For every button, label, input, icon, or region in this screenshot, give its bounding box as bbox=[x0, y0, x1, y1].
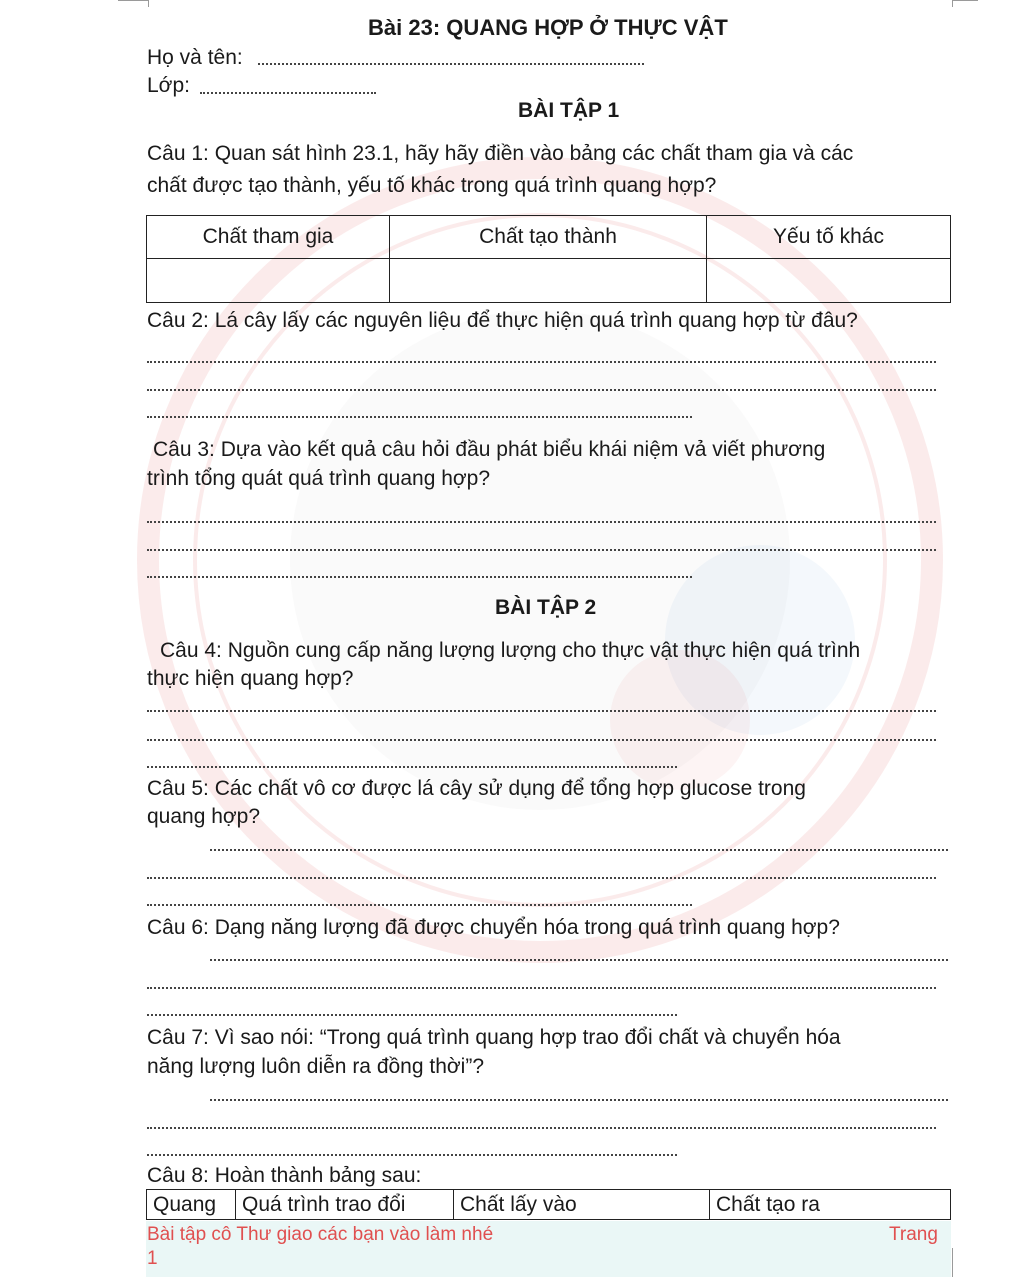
section-heading-1: BÀI TẬP 1 bbox=[518, 99, 620, 122]
answer-line[interactable] bbox=[147, 361, 936, 363]
question-1-line-2: chất được tạo thành, yếu tố khác trong quá trình quang hợp? bbox=[147, 174, 717, 197]
answer-line[interactable] bbox=[210, 1099, 948, 1101]
table-1-header-products: Chất tạo thành bbox=[390, 216, 707, 259]
corner-mark-top-left bbox=[118, 0, 149, 7]
question-2: Câu 2: Lá cây lấy các nguyên liệu để thực hiện quá trình quang hợp từ đâu? bbox=[147, 309, 858, 332]
class-field[interactable] bbox=[200, 92, 376, 94]
question-4-line-1: Câu 4: Nguồn cung cấp năng lượng lượng cho thực vật thực hiện quá trình bbox=[160, 639, 861, 662]
answer-line[interactable] bbox=[147, 416, 692, 418]
answer-line[interactable] bbox=[147, 521, 936, 523]
answer-line[interactable] bbox=[147, 549, 936, 551]
answer-line[interactable] bbox=[147, 766, 677, 768]
answer-table-1 bbox=[146, 215, 951, 303]
answer-line[interactable] bbox=[210, 959, 948, 961]
question-6: Câu 6: Dạng năng lượng đã được chuyển hóa trong quá trình quang hợp? bbox=[147, 916, 840, 939]
table-1-header-participants: Chất tham gia bbox=[147, 216, 390, 259]
answer-line[interactable] bbox=[147, 1154, 677, 1156]
answer-line[interactable] bbox=[147, 389, 936, 391]
answer-line[interactable] bbox=[147, 1127, 936, 1129]
table-2-header-inputs: Chất lấy vào bbox=[454, 1190, 710, 1220]
answer-line[interactable] bbox=[210, 849, 948, 851]
answer-line[interactable] bbox=[147, 1014, 677, 1016]
answer-line[interactable] bbox=[147, 576, 692, 578]
table-1-cell-participants[interactable] bbox=[147, 259, 390, 303]
question-1-line-1: Câu 1: Quan sát hình 23.1, hãy hãy điền vào bảng các chất tham gia và các bbox=[147, 142, 854, 165]
corner-mark-top-right bbox=[952, 0, 978, 7]
question-7-line-2: năng lượng luôn diễn ra đồng thời”? bbox=[147, 1055, 484, 1078]
question-5-line-2: quang hợp? bbox=[147, 805, 261, 828]
table-2-header-quang: Quang bbox=[147, 1190, 236, 1220]
table-2-header-exchange-process: Quá trình trao đổi bbox=[236, 1190, 454, 1220]
question-5-line-1: Câu 5: Các chất vô cơ được lá cây sử dụng để tổng hợp glucose trong bbox=[147, 777, 806, 800]
table-1-cell-other-factors[interactable] bbox=[707, 259, 951, 303]
question-7-line-1: Câu 7: Vì sao nói: “Trong quá trình quang hợp trao đổi chất và chuyển hóa bbox=[147, 1026, 841, 1049]
answer-line[interactable] bbox=[147, 710, 936, 712]
corner-mark-bottom-left bbox=[118, 1248, 149, 1277]
table-2-header-outputs: Chất tạo ra bbox=[710, 1190, 951, 1220]
table-1-cell-products[interactable] bbox=[390, 259, 707, 303]
question-3-line-2: trình tổng quát quá trình quang hợp? bbox=[147, 467, 491, 490]
question-8: Câu 8: Hoàn thành bảng sau: bbox=[147, 1164, 422, 1187]
footer-page-number: 1 bbox=[147, 1248, 158, 1269]
question-4-line-2: thực hiện quang hợp? bbox=[147, 667, 354, 690]
answer-table-2 bbox=[146, 1189, 951, 1220]
name-field[interactable] bbox=[258, 63, 644, 65]
answer-line[interactable] bbox=[147, 987, 936, 989]
section-heading-2: BÀI TẬP 2 bbox=[495, 596, 597, 619]
answer-line[interactable] bbox=[147, 877, 936, 879]
class-label: Lớp: bbox=[147, 74, 190, 97]
answer-line[interactable] bbox=[147, 904, 692, 906]
table-1-header-other-factors: Yếu tố khác bbox=[707, 216, 951, 259]
answer-line[interactable] bbox=[147, 739, 936, 741]
question-3-line-1: Câu 3: Dựa vào kết quả câu hỏi đầu phát biểu khái niệm vả viết phương bbox=[153, 438, 826, 461]
footer-page-label: Trang bbox=[889, 1224, 938, 1245]
name-label: Họ và tên: bbox=[147, 46, 243, 69]
corner-mark-bottom-right bbox=[952, 1248, 978, 1277]
page-title: Bài 23: QUANG HỢP Ở THỰC VẬT bbox=[368, 15, 728, 40]
footer-note: Bài tập cô Thư giao các bạn vào làm nhé bbox=[147, 1224, 494, 1245]
